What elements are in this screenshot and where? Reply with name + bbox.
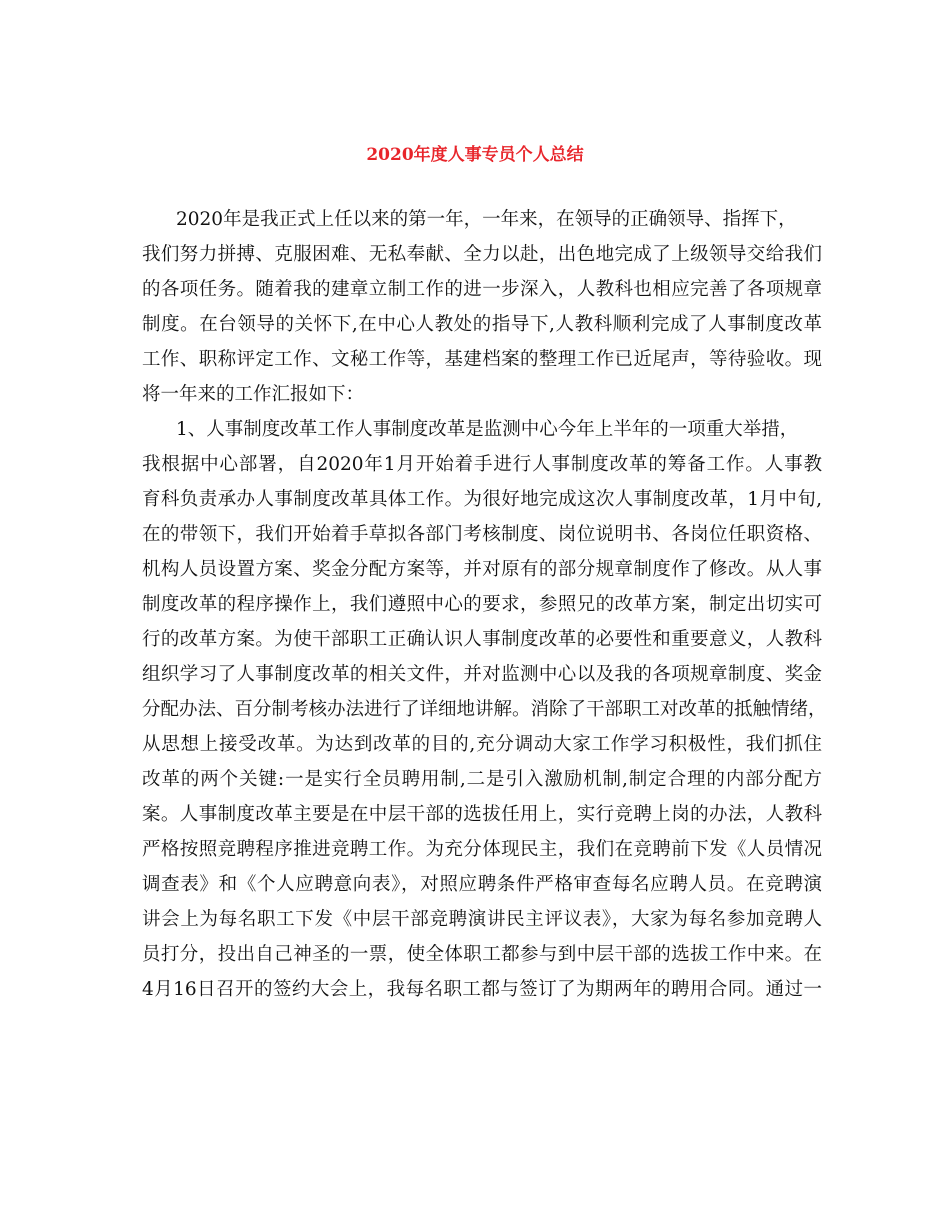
paragraph-line-11: 机构人员设置方案、奖金分配方案等，并对原有的部分规章制度作了修改。从人事 <box>142 559 822 580</box>
document-title: 2020年度人事专员个人总结 <box>366 145 584 165</box>
paragraph-line-12: 制度改革的程序操作上，我们遵照中心的要求，参照兄的改革方案，制定出切实可 <box>142 594 822 615</box>
paragraph-line-7: 1、人事制度改革工作人事制度改革是监测中心今年上半年的一项重大举措， <box>176 419 799 440</box>
paragraph-line-1: 2020年是我正式上任以来的第一年，一年来，在领导的正确领导、指挥下， <box>176 209 797 230</box>
paragraph-line-4: 制度。在台领导的关怀下,在中心人教处的指导下,人教科顺利完成了人事制度改革 <box>142 314 822 335</box>
paragraph-line-20: 调查表》和《个人应聘意向表》，对照应聘条件严格审查每名应聘人员。在竞聘演 <box>142 874 822 895</box>
paragraph-line-19: 严格按照竞聘程序推进竞聘工作。为充分体现民主，我们在竞聘前下发《人员情况 <box>142 839 822 860</box>
paragraph-line-2: 我们努力拼搏、克服困难、无私奉献、全力以赴，出色地完成了上级领导交给我们 <box>142 244 822 265</box>
paragraph-line-9: 育科负责承办人事制度改革具体工作。为很好地完成这次人事制度改革，1月中旬, <box>142 489 822 510</box>
paragraph-line-15: 分配办法、百分制考核办法进行了详细地讲解。消除了干部职工对改革的抵触情绪， <box>142 699 827 720</box>
paragraph-line-16: 从思想上接受改革。为达到改革的目的,充分调动大家工作学习积极性，我们抓住 <box>142 734 822 755</box>
paragraph-line-17: 改革的两个关键:一是实行全员聘用制,二是引入激励机制,制定合理的内部分配方 <box>142 769 822 790</box>
paragraph-line-3: 的各项任务。随着我的建章立制工作的进一步深入，人教科也相应完善了各项规章 <box>142 279 822 300</box>
paragraph-line-22: 员打分，投出自己神圣的一票，使全体职工都参与到中层干部的选拔工作中来。在 <box>142 944 822 965</box>
paragraph-line-18: 案。人事制度改革主要是在中层干部的选拔任用上，实行竞聘上岗的办法，人教科 <box>142 804 822 825</box>
paragraph-line-10: 在的带领下，我们开始着手草拟各部门考核制度、岗位说明书、各岗位任职资格、 <box>142 524 822 545</box>
paragraph-line-14: 组织学习了人事制度改革的相关文件，并对监测中心以及我的各项规章制度、奖金 <box>142 664 822 685</box>
paragraph-line-13: 行的改革方案。为使干部职工正确认识人事制度改革的必要性和重要意义，人教科 <box>142 629 822 650</box>
paragraph-line-8: 我根据中心部署，自2020年1月开始着手进行人事制度改革的筹备工作。人事教 <box>142 454 822 475</box>
paragraph-line-6: 将一年来的工作汇报如下： <box>142 384 365 405</box>
paragraph-line-23: 4月16日召开的签约大会上，我每名职工都与签订了为期两年的聘用合同。通过一 <box>142 979 822 1000</box>
paragraph-line-5: 工作、职称评定工作、文秘工作等，基建档案的整理工作已近尾声，等待验收。现 <box>142 349 822 370</box>
paragraph-line-21: 讲会上为每名职工下发《中层干部竞聘演讲民主评议表》，大家为每名参加竞聘人 <box>142 909 822 930</box>
